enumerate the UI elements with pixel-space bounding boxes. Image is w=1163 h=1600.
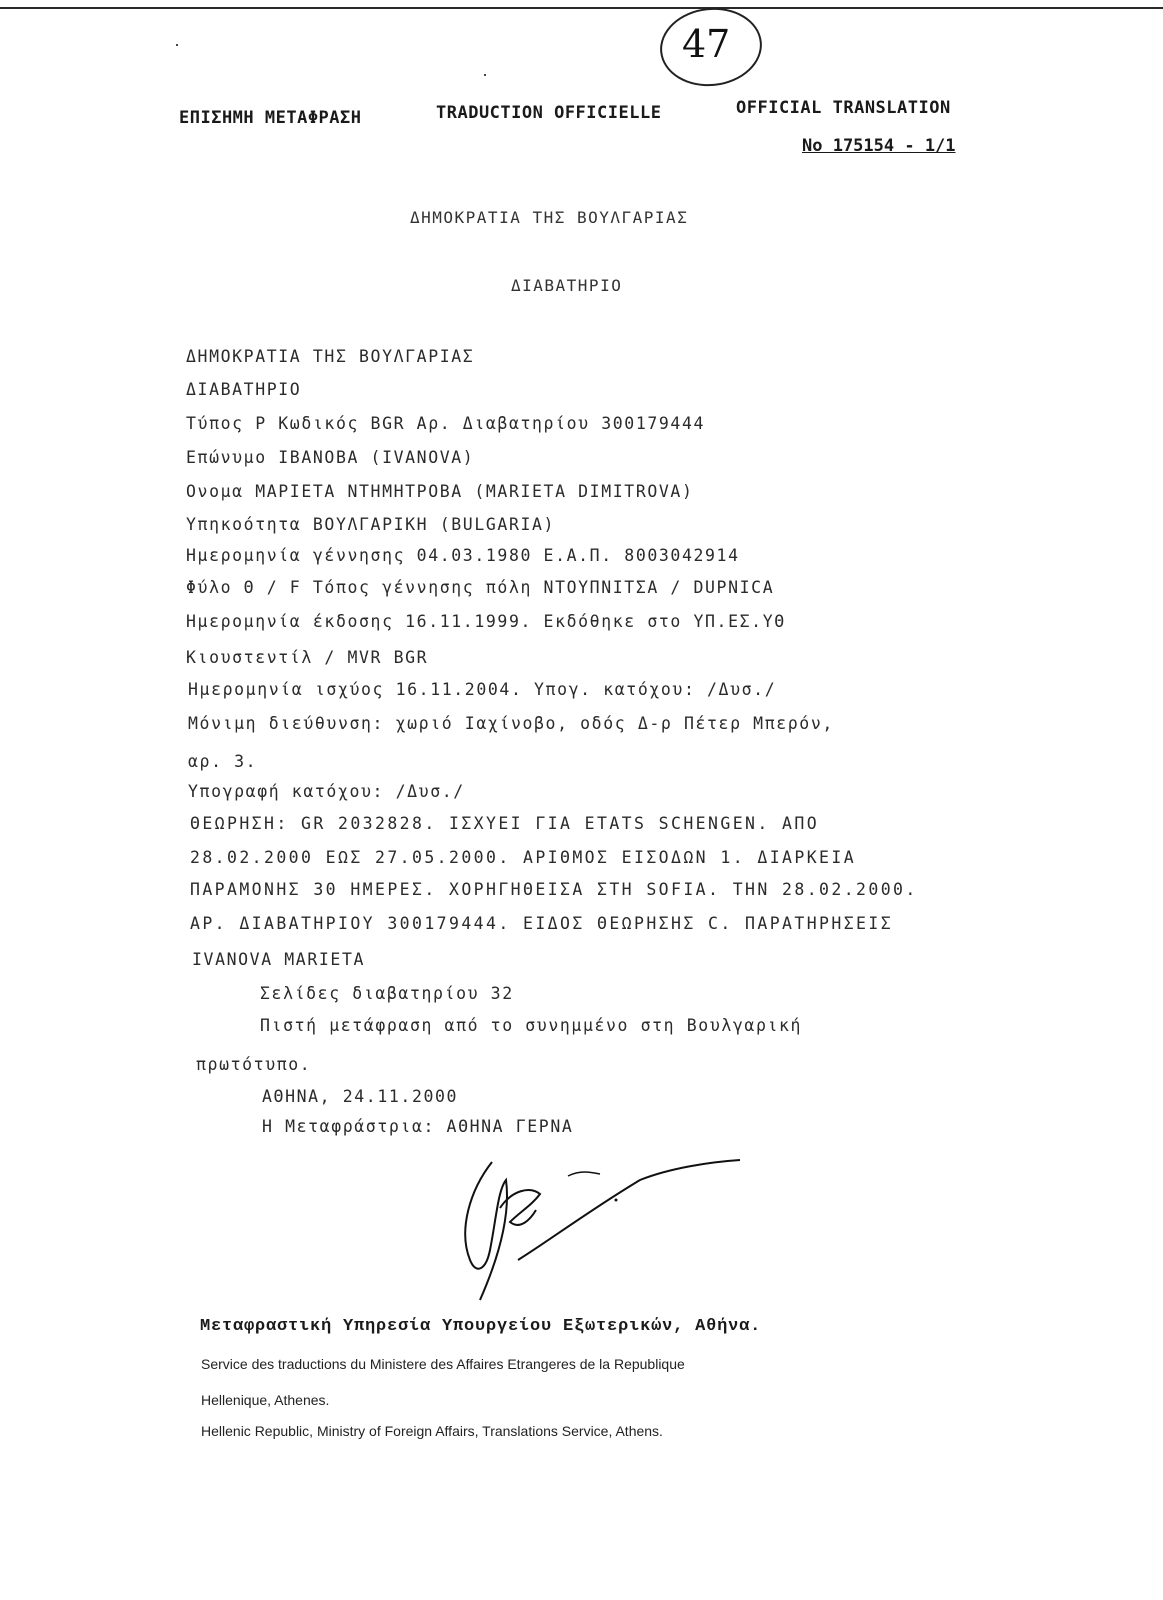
certification-line-2: πρωτότυπο.: [196, 1055, 312, 1074]
certification-line: Πιστή μετάφραση από το συνημμένο στη Βουλγαρική: [260, 1016, 803, 1035]
header-greek: ΕΠΙΣΗΜΗ ΜΕΤΑΦΡΑΣΗ: [179, 108, 362, 128]
translator-name: Η Μεταφράστρια: ΑΘΗΝΑ ΓΕΡΝΑ: [262, 1117, 574, 1136]
body-line: ΔΙΑΒΑΤΗΡΙΟ: [186, 380, 302, 399]
body-line: ΠΑΡΑΜΟΝΗΣ 30 ΗΜΕΡΕΣ. ΧΟΡΗΓΗΘΕΙΣΑ ΣΤΗ SOFIA. ΤΗΝ 28.02.2000.: [190, 880, 918, 899]
stamp-number: 47: [682, 22, 731, 66]
body-line: Υπογραφή κατόχου: /Δυσ./: [188, 782, 465, 801]
translator-signature: [440, 1150, 750, 1310]
place-date: ΑΘΗΝΑ, 24.11.2000: [262, 1087, 459, 1106]
body-line: Υπηκοότητα ΒΟΥΛΓΑΡΙΚΗ (BULGARIA): [186, 515, 556, 534]
body-line: IVANOVA MARIETA: [192, 950, 366, 969]
top-border-line: [0, 7, 1163, 9]
document-title: ΔΙΑΒΑΤΗΡΙΟ: [511, 276, 623, 295]
footer-english: Hellenic Republic, Ministry of Foreign Affairs, Translations Service, Athens.: [201, 1423, 663, 1439]
scan-speck: [176, 44, 178, 46]
body-line: Ονομα ΜΑΡΙΕΤΑ ΝΤΗΜΗΤΡΟΒΑ (MARIETA DIMITROVA): [186, 482, 694, 501]
body-line: Επώνυμο ΙΒΑΝΟΒΑ (IVANOVA): [186, 448, 475, 467]
header-french: TRADUCTION OFFICIELLE: [436, 103, 662, 123]
body-line: Κιουστεντίλ / MVR BGR: [186, 648, 429, 667]
body-line: Ημερομηνία γέννησης 04.03.1980 Ε.Α.Π. 8003042914: [186, 546, 740, 565]
footer-french-1: Service des traductions du Ministere des Affaires Etrangeres de la Republique: [201, 1356, 685, 1372]
body-line: Μόνιμη διεύθυνση: χωριό Ιαχίνοβο, οδός Δ-ρ Πέτερ Μπερόν,: [188, 714, 834, 733]
body-line: Ημερομηνία έκδοσης 16.11.1999. Εκδόθηκε στο ΥΠ.ΕΣ.ΥΘ: [186, 612, 786, 631]
body-line: ΔΗΜΟΚΡΑΤΙΑ ΤΗΣ ΒΟΥΛΓΑΡΙΑΣ: [186, 347, 475, 366]
body-line: 28.02.2000 ΕΩΣ 27.05.2000. ΑΡΙΘΜΟΣ ΕΙΣΟΔΩΝ 1. ΔΙΑΡΚΕΙΑ: [190, 848, 857, 867]
body-line: Φύλο Θ / F Τόπος γέννησης πόλη ΝΤΟΥΠΝΙΤΣΑ / DUPNICA: [186, 578, 775, 597]
body-line: ΘΕΩΡΗΣΗ: GR 2032828. ΙΣΧΥΕΙ ΓΙΑ ETATS SCHENGEN. ΑΠΟ: [190, 814, 820, 833]
body-line: Τύπος Ρ Κωδικός BGR Αρ. Διαβατηρίου 300179444: [186, 414, 706, 433]
body-line: Ημερομηνία ισχύος 16.11.2004. Υπογ. κατόχου: /Δυσ./: [188, 680, 777, 699]
footer-greek: Μεταφραστική Υπηρεσία Υπουργείου Εξωτερικών, Αθήνα.: [200, 1317, 762, 1336]
scan-speck: [484, 74, 486, 76]
body-line: αρ. 3.: [188, 752, 258, 771]
country-title: ΔΗΜΟΚΡΑΤΙΑ ΤΗΣ ΒΟΥΛΓΑΡΙΑΣ: [410, 208, 689, 227]
translation-number: No 175154 - 1/1: [802, 136, 956, 156]
pages-line: Σελίδες διαβατηρίου 32: [260, 984, 514, 1003]
body-line: ΑΡ. ΔΙΑΒΑΤΗΡΙΟΥ 300179444. ΕΙΔΟΣ ΘΕΩΡΗΣΗΣ C. ΠΑΡΑΤΗΡΗΣΕΙΣ: [190, 914, 894, 933]
footer-french-2: Hellenique, Athenes.: [201, 1392, 330, 1408]
header-english: OFFICIAL TRANSLATION: [736, 98, 951, 118]
